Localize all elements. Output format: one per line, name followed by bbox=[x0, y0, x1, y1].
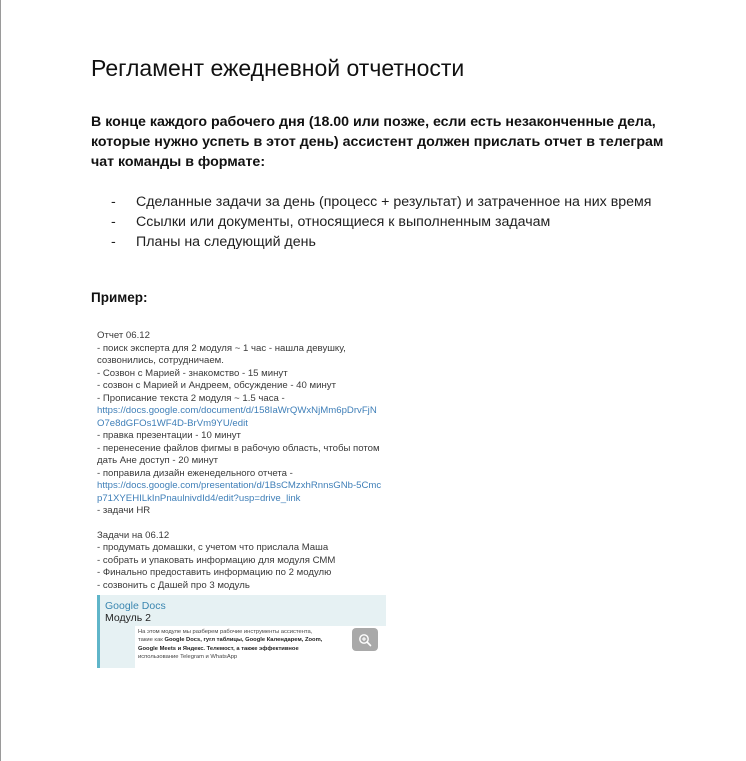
card-description: На этом модуле мы разберем рабочие инструменты ассистента, такие как Google Docs, гугл таблицы, Google Календарем, Zoom, Google Meets и Яндекс. Телемост, а также эффективное использование Telegram и WhatsApp bbox=[138, 629, 323, 661]
report-line: - Созвон с Марией - знакомство - 15 минут bbox=[97, 367, 288, 379]
report-line: созвонились, сотрудничаем. bbox=[97, 355, 224, 366]
list-item: - Сделанные задачи за день (процесс + результат) и затраченное на них время bbox=[111, 194, 652, 210]
page-edge bbox=[0, 0, 1, 761]
report-link[interactable]: O7e8dGFOs1WF4D-BrVm9YU/edit bbox=[97, 417, 248, 429]
zoom-icon bbox=[358, 633, 372, 647]
card-subtitle: Модуль 2 bbox=[105, 612, 151, 624]
bullet-dash: - bbox=[111, 234, 116, 250]
list-item: - Планы на следующий день bbox=[111, 234, 316, 250]
report-line: - собрать и упаковать информацию для модуля СММ bbox=[97, 554, 336, 566]
report-line: - Финально предоставить информацию по 2 модулю bbox=[97, 567, 332, 578]
report-blank-line bbox=[97, 518, 397, 530]
bullet-dash: - bbox=[111, 214, 116, 230]
report-screenshot bbox=[97, 330, 397, 592]
report-link[interactable]: https://docs.google.com/presentation/d/1BsCMzxhRnnsGNb-5Cmc bbox=[97, 480, 382, 491]
page-title: Регламент ежедневной отчетности bbox=[91, 55, 465, 81]
report-line: Задачи на 06.12 bbox=[97, 529, 170, 541]
report-line: - продумать домашки, с учетом что прислала Маша bbox=[97, 542, 329, 553]
report-link[interactable]: p71XYEHILkInPnaulnivdId4/edit?usp=drive_link bbox=[97, 492, 301, 504]
bullet-dash: - bbox=[111, 194, 116, 210]
intro-paragraph: В конце каждого рабочего дня (18.00 или позже, если есть незаконченные дела, которые нужно успеть в этот день) ассистент должен прислать отчет в телеграм чат команды в формате: bbox=[91, 114, 664, 170]
report-line: - правка презентации - 10 минут bbox=[97, 430, 241, 441]
link-preview-card[interactable] bbox=[97, 595, 386, 668]
report-line: - поправила дизайн еженедельного отчета - bbox=[97, 467, 293, 479]
report-line: - созвонить с Дашей про 3 модуль bbox=[97, 579, 250, 591]
report-line: - поиск эксперта для 2 модуля ~ 1 час - нашла девушку, bbox=[97, 342, 346, 354]
bullet-list bbox=[91, 192, 661, 252]
card-title[interactable]: Google Docs bbox=[105, 600, 166, 612]
zoom-button[interactable] bbox=[352, 628, 378, 651]
report-line: Отчет 06.12 bbox=[97, 330, 150, 341]
example-label: Пример: bbox=[91, 290, 148, 305]
report-link[interactable]: https://docs.google.com/document/d/158IaWrQWxNjMm6pDrvFjN bbox=[97, 405, 377, 416]
report-line: дать Ане доступ - 20 минут bbox=[97, 455, 219, 466]
card-preview bbox=[135, 626, 386, 668]
report-line: - перенесение файлов фигмы в рабочую область, чтобы потом bbox=[97, 442, 380, 454]
report-line: - Прописание текста 2 модуля ~ 1.5 часа - bbox=[97, 392, 285, 404]
report-line: - созвон с Марией и Андреем, обсуждение - 40 минут bbox=[97, 380, 336, 391]
report-line: - задачи HR bbox=[97, 505, 151, 516]
card-accent-bar bbox=[97, 595, 100, 668]
list-item: - Ссылки или документы, относящиеся к выполненным задачам bbox=[111, 214, 551, 230]
